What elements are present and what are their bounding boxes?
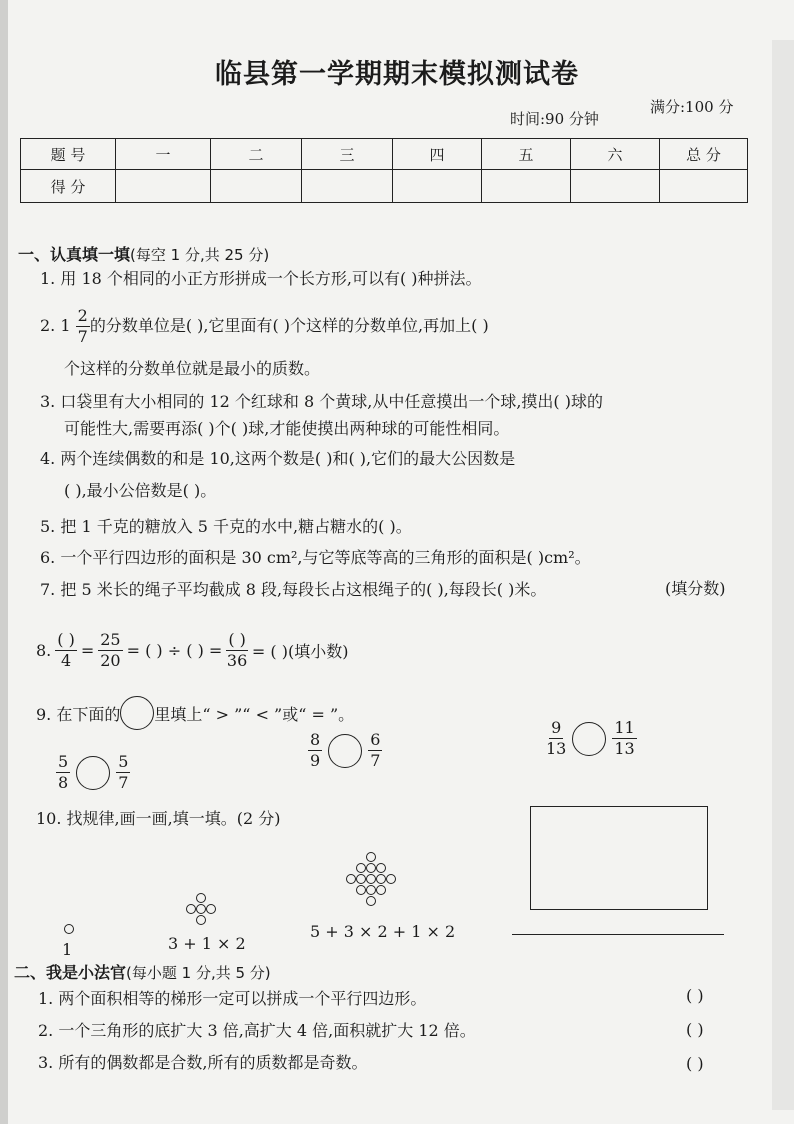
score-table-header-row (21, 139, 748, 170)
judge-bracket-2[interactable]: ( ) (686, 1020, 704, 1039)
frac-den: 8 (58, 773, 69, 792)
score-header-cell: 四 (393, 139, 482, 170)
pattern-dot (376, 863, 386, 873)
question-1: 1. 用 18 个相同的小正方形拼成一个长方形,可以有( )种拼法。 (40, 269, 482, 288)
question-3-cont: 可能性大,需要再添( )个( )球,才能使摸出两种球的可能性相同。 (64, 419, 510, 438)
pattern-dot (376, 874, 386, 884)
frac-den: 13 (546, 739, 567, 758)
question-3: 3. 口袋里有大小相同的 12 个红球和 8 个黄球,从中任意摸出一个球,摸出( )球的 (40, 392, 603, 411)
pattern-dot (196, 893, 206, 903)
q9-suffix: 里填上“ > ”“ < ”或“ = ”。 (154, 704, 355, 724)
pattern-dot (366, 896, 376, 906)
q8-fraction-1 (55, 630, 77, 671)
pattern-dot (356, 863, 366, 873)
frac-den: 7 (370, 751, 381, 770)
pattern-dot (196, 904, 206, 914)
score-header-cell: 三 (302, 139, 393, 170)
q8-f3-num: ( ) (228, 630, 246, 649)
judge-bracket-3[interactable]: ( ) (686, 1054, 704, 1073)
frac-num: 9 (551, 718, 562, 737)
drawing-box[interactable] (530, 806, 708, 910)
pattern-dot (366, 863, 376, 873)
question-8 (36, 630, 348, 671)
question-2 (40, 306, 489, 347)
frac-num: 6 (370, 730, 381, 749)
pattern-dot (346, 874, 356, 884)
compare-fraction-left (56, 752, 70, 793)
frac-num: 11 (614, 718, 635, 737)
q8-f3-den: 36 (226, 651, 248, 670)
pattern-dot (386, 874, 396, 884)
score-table-score-row (21, 170, 748, 203)
q8-f1-den: 4 (60, 651, 72, 670)
score-row-label: 得 分 (21, 170, 116, 203)
frac-num: 8 (310, 730, 321, 749)
pattern-dot (206, 904, 216, 914)
question-2-cont: 个这样的分数单位就是最小的质数。 (64, 359, 321, 378)
pattern-label-2: 3 + 1 × 2 (168, 934, 246, 953)
page-edge-left (0, 0, 8, 1124)
score-cell[interactable] (571, 170, 660, 203)
question-4-cont: ( ),最小公倍数是( )。 (64, 481, 217, 500)
q2-frac-den: 7 (77, 327, 88, 346)
question-5: 5. 把 1 千克的糖放入 5 千克的水中,糖占糖水的( )。 (40, 517, 412, 536)
compare-fraction-left (308, 730, 322, 771)
judge-item-2: 2. 一个三角形的底扩大 3 倍,高扩大 4 倍,面积就扩大 12 倍。 (38, 1021, 476, 1040)
compare-item-2 (308, 730, 382, 771)
score-header-cell: 五 (482, 139, 571, 170)
q8-label: 8. (36, 641, 52, 660)
frac-den: 13 (614, 739, 635, 758)
compare-fraction-left (546, 718, 566, 759)
pattern-dot (356, 874, 366, 884)
q8-eq: = (80, 641, 95, 660)
score-header-cell: 总 分 (660, 139, 748, 170)
time-label: 时间:90 分钟 (510, 110, 599, 128)
compare-circle-icon (120, 696, 154, 730)
section2-title: 二、我是小法官 (14, 963, 127, 982)
q8-end: = ( )(填小数) (251, 642, 349, 661)
frac-num: 5 (118, 752, 129, 771)
compare-item-3 (546, 718, 637, 759)
judge-item-1: 1. 两个面积相等的梯形一定可以拼成一个平行四边形。 (38, 989, 427, 1008)
full-score-label: 满分:100 分 (650, 98, 734, 116)
page-title: 临县第一学期期末模拟测试卷 (215, 59, 579, 90)
q8-fraction-2 (98, 630, 122, 671)
score-cell[interactable] (211, 170, 302, 203)
pattern-dot (186, 904, 196, 914)
frac-den: 7 (118, 773, 129, 792)
section1-note: (每空 1 分,共 25 分) (130, 246, 270, 264)
score-cell[interactable] (116, 170, 211, 203)
answer-line[interactable] (512, 934, 724, 935)
compare-fraction-right (368, 730, 382, 771)
frac-den: 9 (310, 751, 321, 770)
q9-prefix: 9. 在下面的 (36, 704, 121, 724)
score-table (20, 138, 748, 203)
question-9 (36, 696, 354, 730)
q8-fraction-3 (226, 630, 248, 671)
pattern-dot (366, 874, 376, 884)
q8-f2-num: 25 (100, 630, 121, 649)
judge-item-3: 3. 所有的偶数都是合数,所有的质数都是奇数。 (38, 1053, 368, 1072)
pattern-label-3: 5 + 3 × 2 + 1 × 2 (310, 922, 456, 941)
q2-text: 的分数单位是( ),它里面有( )个这样的分数单位,再加上( ) (89, 316, 489, 335)
score-header-cell: 六 (571, 139, 660, 170)
score-cell[interactable] (302, 170, 393, 203)
q8-f1-num: ( ) (57, 630, 75, 649)
section2-heading (14, 960, 271, 983)
q2-prefix: 2. 1 (40, 316, 71, 335)
compare-fraction-right (116, 752, 130, 793)
pattern-dot (356, 885, 366, 895)
score-cell[interactable] (482, 170, 571, 203)
q2-fraction (76, 306, 90, 347)
score-cell[interactable] (660, 170, 748, 203)
pattern-label-1: 1 (62, 940, 73, 959)
page-edge-right (772, 40, 794, 1110)
q2-frac-num: 2 (77, 306, 88, 325)
pattern-dot (366, 852, 376, 862)
judge-bracket-1[interactable]: ( ) (686, 986, 704, 1005)
question-4: 4. 两个连续偶数的和是 10,这两个数是( )和( ),它们的最大公因数是 (40, 449, 516, 468)
compare-answer-circle[interactable] (572, 722, 606, 756)
compare-fraction-right (612, 718, 636, 759)
pattern-dot (64, 924, 74, 934)
frac-num: 5 (58, 752, 69, 771)
compare-item-1 (56, 752, 130, 793)
q8-f2-den: 20 (100, 651, 121, 670)
pattern-dot (366, 885, 376, 895)
score-cell[interactable] (393, 170, 482, 203)
score-header-cell: 二 (211, 139, 302, 170)
section1-heading (18, 242, 269, 265)
q8-mid: = ( ) ÷ ( ) = (126, 641, 223, 660)
section1-title: 一、认真填一填 (18, 245, 131, 264)
question-7: 7. 把 5 米长的绳子平均截成 8 段,每段长占这根绳子的( ),每段长( )米。 (40, 580, 547, 599)
pattern-dot (376, 885, 386, 895)
score-header-cell: 一 (116, 139, 211, 170)
compare-answer-circle[interactable] (328, 734, 362, 768)
score-header-cell: 题 号 (21, 139, 116, 170)
compare-answer-circle[interactable] (76, 756, 110, 790)
section2-note: (每小题 1 分,共 5 分) (126, 964, 271, 982)
pattern-dot (196, 915, 206, 925)
question-10: 10. 找规律,画一画,填一填。(2 分) (36, 809, 281, 828)
question-7-note: (填分数) (665, 579, 726, 598)
question-6: 6. 一个平行四边形的面积是 30 cm²,与它等底等高的三角形的面积是( )cm²。 (40, 548, 591, 567)
